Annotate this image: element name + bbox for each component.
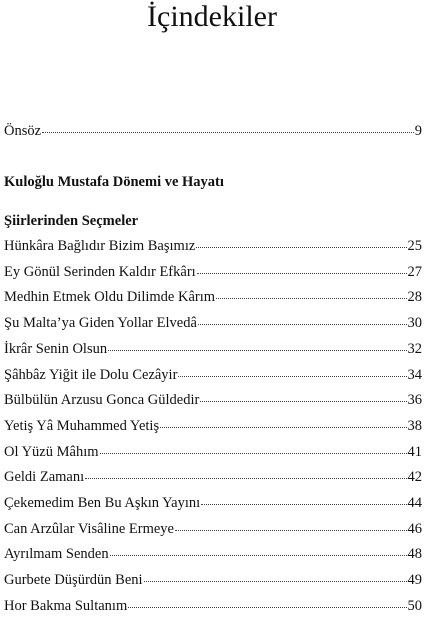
toc-entry-label: Şâhbâz Yiğit ile Dolu Cezâyir bbox=[4, 366, 178, 383]
toc-dot-leader bbox=[201, 504, 406, 505]
toc-entry[interactable] bbox=[4, 569, 422, 591]
toc-entry-page: 9 bbox=[414, 123, 422, 139]
toc-entry-page: 30 bbox=[407, 315, 422, 332]
toc-entry[interactable] bbox=[4, 389, 422, 411]
toc-entry-page: 34 bbox=[407, 366, 422, 383]
toc-entry-label: Hor Bakma Sultanım bbox=[4, 597, 128, 614]
toc-entry-page: 36 bbox=[407, 392, 422, 409]
toc-entry-label: Can Arzûlar Visâline Ermeye bbox=[4, 520, 174, 537]
toc-entry[interactable] bbox=[4, 518, 422, 540]
toc-entry-label: İkrâr Senin Olsun bbox=[4, 340, 108, 357]
toc-entry-label: Geldi Zamanı bbox=[4, 469, 85, 486]
toc-entry-page: 50 bbox=[407, 597, 422, 614]
toc-dot-leader bbox=[160, 427, 406, 428]
toc-dot-leader bbox=[200, 401, 406, 402]
toc-entry-label: Çekemedim Ben Bu Aşkın Yayını bbox=[4, 495, 201, 511]
toc-dot-leader bbox=[110, 555, 407, 556]
toc-entry-page: 25 bbox=[407, 238, 422, 254]
toc-entry-page: 28 bbox=[407, 289, 422, 306]
toc-dot-leader bbox=[85, 478, 406, 479]
toc-entry[interactable] bbox=[4, 441, 422, 463]
toc-entry-label: Bülbülün Arzusu Gonca Güldedir bbox=[4, 392, 200, 409]
toc-entry-label: Gurbete Düşürdün Beni bbox=[4, 572, 143, 589]
toc-dot-leader bbox=[100, 453, 407, 454]
toc-entry-label: Hünkâra Bağlıdır Bizim Başımız bbox=[4, 238, 196, 254]
toc-dot-leader bbox=[196, 247, 406, 248]
toc-entry-label: Önsöz bbox=[4, 123, 42, 139]
toc-entry-label: Medhin Etmek Oldu Dilimde Kârım bbox=[4, 289, 216, 306]
toc-entry-label: Ayrılmam Senden bbox=[4, 546, 109, 563]
toc-entry-preface[interactable] bbox=[4, 120, 422, 142]
toc-entry[interactable] bbox=[4, 286, 422, 308]
toc-entry-label: Yetiş Yâ Muhammed Yetiş bbox=[4, 417, 160, 434]
toc-entry-page: 38 bbox=[407, 417, 422, 434]
toc-entry-page: 49 bbox=[407, 572, 422, 589]
toc-dot-leader bbox=[175, 530, 407, 531]
toc-entry[interactable] bbox=[4, 492, 422, 514]
toc-dot-leader bbox=[128, 607, 406, 608]
toc-entry[interactable] bbox=[4, 338, 422, 360]
toc-entry-page: 48 bbox=[407, 546, 422, 563]
toc-dot-leader bbox=[197, 273, 407, 274]
toc-entry-page: 42 bbox=[407, 469, 422, 486]
toc-entry[interactable] bbox=[4, 235, 422, 257]
toc-entry[interactable] bbox=[4, 466, 422, 488]
toc-dot-leader bbox=[42, 132, 414, 133]
toc-dot-leader bbox=[108, 350, 406, 351]
subsection-heading: Şiirlerinden Seçmeler bbox=[4, 213, 139, 229]
toc-entry-page: 32 bbox=[407, 340, 422, 357]
section-heading: Kuloğlu Mustafa Dönemi ve Hayatı bbox=[4, 174, 224, 190]
toc-entry-page: 44 bbox=[407, 495, 422, 511]
toc-entry[interactable] bbox=[4, 364, 422, 386]
toc-entry[interactable] bbox=[4, 543, 422, 565]
page-title: İçindekiler bbox=[147, 0, 277, 33]
toc-entry-page: 46 bbox=[407, 520, 422, 537]
toc-entry[interactable] bbox=[4, 312, 422, 334]
toc-entry-page: 41 bbox=[407, 443, 422, 460]
toc-entry[interactable] bbox=[4, 595, 422, 617]
toc-dot-leader bbox=[178, 376, 406, 377]
toc-entry-label: Ol Yüzü Mâhım bbox=[4, 443, 99, 460]
toc-entry[interactable] bbox=[4, 415, 422, 437]
toc-dot-leader bbox=[144, 581, 407, 582]
toc-entry-label: Ey Gönül Serinden Kaldır Efkârı bbox=[4, 263, 196, 280]
toc-dot-leader bbox=[198, 324, 407, 325]
toc-dot-leader bbox=[216, 298, 406, 299]
toc-entry-page: 27 bbox=[407, 263, 422, 280]
toc-entry[interactable] bbox=[4, 261, 422, 283]
toc-entry-label: Şu Malta’ya Giden Yollar Elvedâ bbox=[4, 315, 197, 332]
